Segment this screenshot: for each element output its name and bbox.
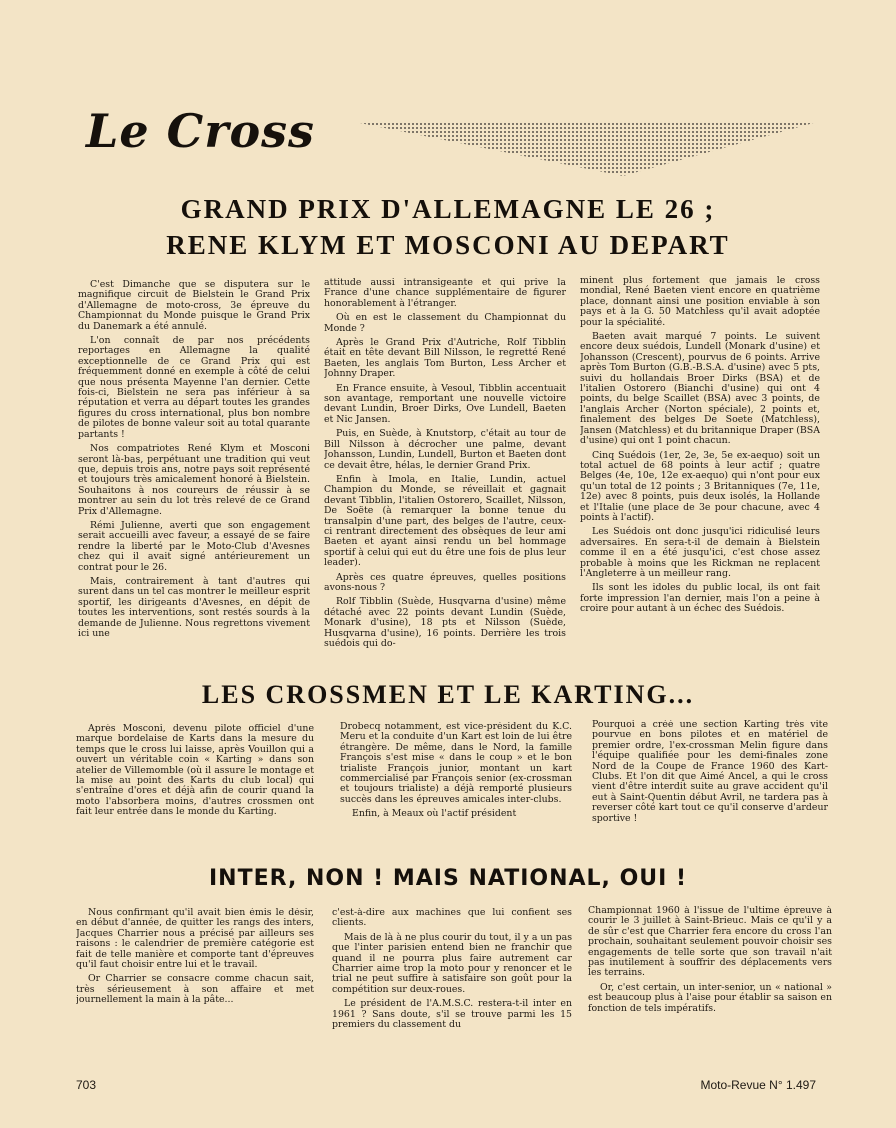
paragraph: Où en est le classement du Championnat du Monde ? [324, 312, 566, 334]
article2-column-1 [76, 724, 314, 844]
article1-headline-line1: GRAND PRIX D'ALLEMAGNE LE 26 ; [180, 194, 716, 224]
paragraph: Cinq Suédois (1er, 2e, 3e, 5e ex-aequo) soit un total actuel de 68 points à leur actif ; quatre Belges (4e, 10e, 12e ex-aequo) qui n'ont pour eux qu'un total de 12 points ; 3 Britanniques (7e, 11e, 12e) avec 8 points, puis deux isolés, la Hollande et l'Italie (une place de 3e pour chacune, avec 4 points à l'actif). [580, 449, 820, 523]
paragraph: Rémi Julienne, averti que son engagement serait accueilli avec faveur, a essayé de se faire rendre la liberté par le Moto-Club d'Avesnes chez qui il avait signé antérieurement un contrat pour le 26. [78, 519, 310, 573]
paragraph: Enfin, à Meaux où l'actif président [352, 808, 517, 820]
paragraph: En France ensuite, à Vesoul, Tibblin accentuait son avantage, remportant une nouvelle victoire devant Lundin, Broer Dirks, Ove Lundell, Baeten et Nic Jansen. [324, 382, 566, 425]
paragraph: Mais, contrairement à tant d'autres qui surent dans un tel cas montrer le meilleur esprit sportif, les dirigeants d'Avesnes, en dépit de toutes les interventions, sont restés sourds à la demande de Julienne. Nous regrettons vivement ici une [78, 575, 310, 639]
paragraph: Nos compatriotes René Klym et Mosconi seront là-bas, perpétuant une tradition qui veut que, depuis trois ans, notre pays soit représenté et toujours très amicalement honoré à Bielstein. Souhaitons à nos coureurs de réussir à se montrer au sein du lot très relevé de ce Grand Prix d'Allemagne. [78, 443, 310, 517]
paragraph: Après Mosconi, devenu pilote officiel d'une marque bordelaise de Karts dans la mesure du temps que le cross lui laisse, après Vouillon qui a ouvert un véritable coin « Karting » dans son atelier de Villemomble (où il assure le montage et la mise au point des Karts du club local) qui s'entraîne d'ores et déjà afin de courir quand la moto l'absorbera moins, d'autres crossmen ont fait leur entrée dans le monde du Karting. [76, 724, 314, 818]
paragraph: L'on connaît de par nos précédents reportages en Allemagne la qualité exceptionnelle de ce Grand Prix qui est fréquemment donné en exemple à côté de celui que nous présenta Mayenne l'an dernier. Cette fois-ci, Bielstein ne sera pas inférieur à sa réputation et verra au départ toutes les grandes figures du cross international, plus bon nombre de pilotes de bonne valeur soit au total quarante partants ! [78, 335, 310, 440]
section-logo: Le Cross [86, 104, 315, 158]
article1-column-1 [78, 280, 310, 658]
paragraph: Puis, en Suède, à Knutstorp, c'était au tour de Bill Nilsson à décrocher une palme, devant Johansson, Lundin, Lundell, Burton et Baeten dont ce devait être, hélas, le dernier Grand Prix. [324, 428, 566, 471]
paragraph: Or, c'est certain, un inter-senior, un « national » est beaucoup plus à l'aise pour établir sa saison en fonction de tels impératifs. [588, 981, 832, 1014]
paragraph: Baeten avait marqué 7 points. Le suivent encore deux suédois, Lundell (Monark d'usine) et Johansson (Crescent), pourvus de 6 points. Arrive après Tom Burton (G.B.-B.S.A. d'usine) avec 5 pts, suivi du hollandais Broer Dirks (BSA) et de l'italien Ostorero (Bianchi d'usine) qui ont 4 points, du belge Scaillet (BSA) avec 3 points, de l'anglais Archer (Norton spéciale), 2 points et, finalement des belges De Soete (Matchless), Jansen (Matchless) et du britannique Draper (BSA d'usine) qui ont 1 point chacun. [580, 331, 820, 447]
paragraph: C'est Dimanche que se disputera sur le magnifique circuit de Bielstein le Grand Prix d'Allemagne de moto-cross, 3e épreuve du Championnat du Monde puisque le Grand Prix du Danemark a été annulé. [78, 280, 310, 332]
article2-column-2 [340, 722, 572, 844]
article3-headline: INTER, NON ! MAIS NATIONAL, OUI ! [208, 866, 688, 891]
paragraph: Le président de l'A.M.S.C. restera-t-il inter en 1961 ? Sans doute, s'il se trouve parmi les 15 premiers du classement du [332, 998, 572, 1031]
paragraph: Après ces quatre épreuves, quelles positions avons-nous ? [324, 571, 566, 593]
paragraph: minent plus fortement que jamais le cross mondial, René Baeten vient encore en quatrième place, donnant ainsi une position enviable à son pays et à la G. 50 Matchless qu'il avait adoptée pour la spécialité. [580, 276, 820, 328]
paragraph: Nous confirmant qu'il avait bien émis le désir, en début d'année, de quitter les rangs des inters, Jacques Charrier nous a précisé par ailleurs ses raisons : le calendrier de première catégorie est fait de telle manière et comporte tant d'épreuves qu'il faut choisir entre lui et le travail. [76, 908, 314, 971]
paragraph: Enfin à Imola, en Italie, Lundin, actuel Champion du Monde, se réveillait et gagnait devant Tibblin, l'italien Ostorero, Scaillet, Nilsson, De Soëte (à remarquer la bonne tenue du transalpin d'une part, des belges de l'autre, ceux-ci rentrant directement des obsèques de leur ami Baeten et ayant ainsi rendu un bel hommage sportif à celui qui eut du être une fois de plus leur leader). [324, 473, 566, 569]
paragraph: Championnat 1960 à l'issue de l'ultime épreuve à courir le 3 juillet à Saint-Brieuc. Mais ce qu'il y a de sûr c'est que Charrier fera encore du cross l'an prochain, souhaitant seulement pouvoir choisir ses engagements de telle sorte que son travail n'ait pas inutilement à souffrir des déplacements vers les terrains. [588, 906, 832, 979]
article3-column-2 [332, 908, 572, 1034]
article1-column-2 [324, 278, 566, 658]
article2-column-3 [592, 720, 828, 844]
paragraph: Mais de là à ne plus courir du tout, il y a un pas que l'inter parisien entend bien ne franchir que quand il ne pourra plus faire autrement car Charrier aime trop la moto pour y renoncer et le trial ne peut suffire à satisfaire son goût pour la compétition sur deux-roues. [332, 931, 572, 995]
article2-headline: LES CROSSMEN ET LE KARTING... [201, 680, 695, 709]
paragraph: Ils sont les idoles du public local, ils ont fait forte impression l'an dernier, mais l'on a peine à croire pour autant à un échec des Suédois. [580, 582, 820, 615]
article1-headline-line2: RENE KLYM ET MOSCONI AU DEPART [166, 230, 730, 260]
article3-column-1 [76, 908, 314, 1034]
paragraph: Les Suédois ont donc jusqu'ici ridiculisé leurs adversaires. En sera-t-il de demain à Bielstein comme il en a été jusqu'ici, c'est chose assez probable à moins que les Rickman ne replacent l'Angleterre à un meilleur rang. [580, 526, 820, 579]
paragraph: c'est-à-dire aux machines que lui confient ses clients. [332, 908, 572, 929]
paragraph: Pourquoi a créé une section Karting très vite pourvue en bons pilotes et en matériel de premier ordre, l'ex-crossman Melin figure dans l'équipe qualifiée pour les demi-finales zone Nord de la Coupe de France 1960 des Kart-Clubs. Et l'on dit que Aimé Ancel, a qui le cross vient d'être interdit suite au grave accident qu'il eut à Saint-Quentin début Avril, ne tardera pas à reverser côté kart tout ce qu'il conserve d'ardeur sportive ! [592, 720, 828, 824]
paragraph: Or Charrier se consacre comme chacun sait, très sérieusement à son affaire et met journellement la main à la pâte... [76, 973, 314, 1006]
paragraph: Après le Grand Prix d'Autriche, Rolf Tibblin était en tête devant Bill Nilsson, le regretté René Baeten, les anglais Tom Burton, Less Archer et Johnny Draper. [324, 337, 566, 380]
paragraph: attitude aussi intransigeante et qui prive la France d'une chance supplémentaire de figurer honorablement à l'étranger. [324, 278, 566, 309]
paragraph: Rolf Tibblin (Suède, Husqvarna d'usine) même détaché avec 22 points devant Lundin (Suède, Monark d'usine), 18 pts et Nilsson (Suède, Husqvarna d'usine), 16 points. Derrière les trois suédois qui do- [324, 596, 566, 649]
page-number: 703 [76, 1078, 97, 1092]
halftone-banner [355, 122, 817, 176]
paragraph: Drobecq notamment, est vice-président du K.C. Meru et la conduite d'un Kart est loin de lui être étrangère. De même, dans le Nord, la famille François s'est mise « dans le coup » et le bon trialiste François junior, montant un kart commercialisé par François senior (ex-crossman et toujours trialiste) a déjà remporté plusieurs succès dans les épreuves amicales inter-clubs. [340, 722, 572, 805]
issue-number: Moto-Revue N° 1.497 [700, 1078, 816, 1092]
article1-column-3 [580, 276, 820, 656]
article3-column-3 [588, 906, 832, 1034]
